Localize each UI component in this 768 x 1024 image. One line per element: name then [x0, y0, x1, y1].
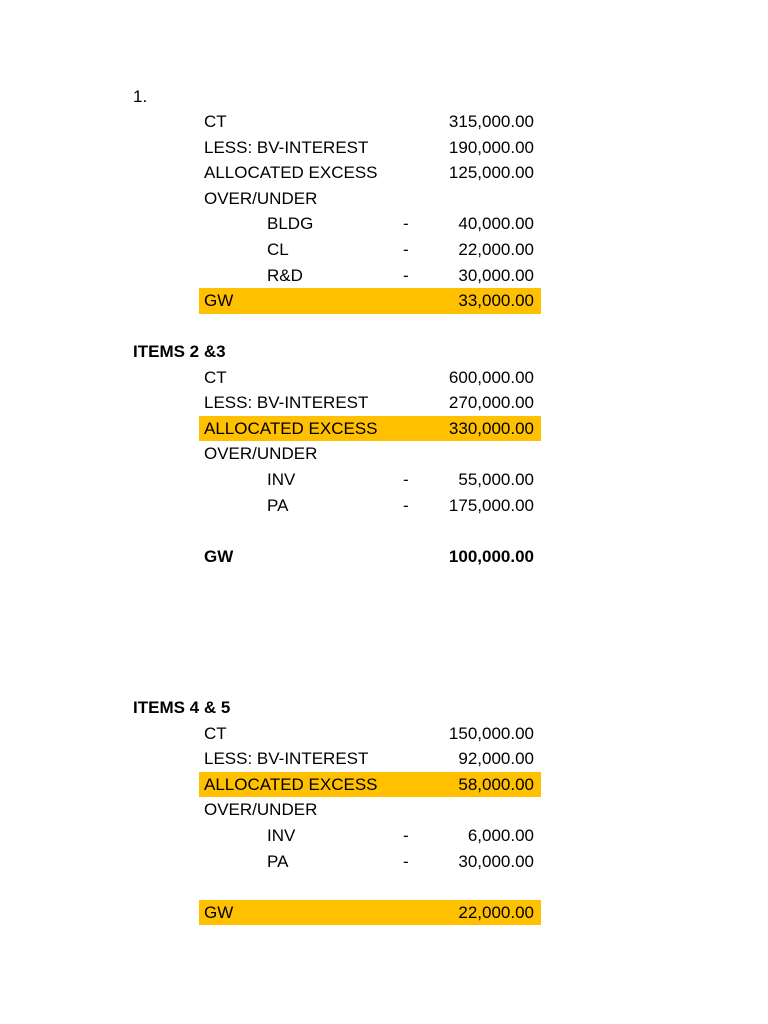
section-3-row-gw — [199, 900, 541, 926]
section-3-title: ITEMS 4 & 5 — [133, 698, 231, 717]
section-3-row-less-bv-interest — [199, 746, 541, 772]
row-value: 58,000.00 — [458, 774, 534, 794]
row-label: LESS: BV-INTEREST — [204, 393, 369, 413]
section-3-row-inv — [199, 823, 541, 849]
row-value: 330,000.00 — [448, 418, 534, 438]
section-3-row-over-under — [199, 797, 541, 823]
row-dash: - — [403, 265, 409, 285]
row-value: 150,000.00 — [448, 723, 534, 743]
row-dash: - — [403, 470, 409, 489]
row-label: OVER/UNDER — [204, 188, 318, 208]
row-value: 92,000.00 — [458, 749, 534, 769]
row-label: INV — [267, 470, 296, 489]
row-dash: - — [403, 214, 409, 234]
row-value: 33,000.00 — [458, 291, 534, 311]
row-value: 100,000.00 — [448, 546, 534, 566]
row-dash: - — [403, 495, 409, 515]
row-label: ALLOCATED EXCESS — [204, 774, 378, 794]
section-1-row-cl — [199, 237, 541, 263]
row-label: ALLOCATED EXCESS — [204, 163, 378, 183]
row-value: 175,000.00 — [448, 495, 534, 515]
section-3-row-ct — [199, 721, 541, 747]
row-label: GW — [204, 546, 234, 566]
section-1-row-over-under — [199, 186, 541, 212]
row-dash: - — [403, 240, 409, 259]
section-2-row-over-under — [199, 441, 541, 467]
row-label: LESS: BV-INTEREST — [204, 749, 369, 769]
section-2-row-gw — [199, 544, 541, 570]
section-1-row-less-bv-interest — [199, 135, 541, 161]
section-1-row-gw — [199, 288, 541, 314]
row-label: OVER/UNDER — [204, 800, 318, 820]
row-value: 315,000.00 — [448, 112, 534, 131]
row-value: 30,000.00 — [458, 851, 534, 871]
row-label: CT — [204, 367, 227, 387]
row-value: 22,000.00 — [458, 902, 534, 922]
row-value: 270,000.00 — [448, 393, 534, 413]
row-label: R&D — [267, 265, 303, 285]
section-3-row-pa — [199, 849, 541, 875]
section-2-row-allocated-excess — [199, 416, 541, 442]
row-label: OVER/UNDER — [204, 444, 318, 464]
row-label: LESS: BV-INTEREST — [204, 137, 369, 157]
section-3-row-allocated-excess — [199, 772, 541, 798]
section-2-row-pa — [199, 493, 541, 519]
row-label: INV — [267, 826, 296, 845]
row-value: 125,000.00 — [448, 163, 534, 183]
section-1-title: 1. — [133, 87, 148, 106]
row-dash: - — [403, 851, 409, 871]
section-2-row-less-bv-interest — [199, 390, 541, 416]
section-2-row-inv — [199, 467, 541, 493]
row-label: GW — [204, 291, 234, 311]
row-label: CL — [267, 240, 289, 259]
row-value: 600,000.00 — [448, 367, 534, 387]
row-label: PA — [267, 495, 289, 515]
row-dash: - — [403, 826, 409, 845]
section-2-title: ITEMS 2 &3 — [133, 342, 226, 361]
section-1-row-allocated-excess — [199, 160, 541, 186]
row-value: 30,000.00 — [458, 265, 534, 285]
row-label: BLDG — [267, 214, 314, 234]
section-2-row-ct — [199, 365, 541, 391]
row-label: CT — [204, 723, 227, 743]
row-value: 40,000.00 — [458, 214, 534, 234]
row-value: 55,000.00 — [458, 470, 534, 489]
row-value: 6,000.00 — [467, 826, 534, 845]
section-1-row-bldg — [199, 211, 541, 237]
section-1-row-rd — [199, 263, 541, 289]
row-label: GW — [204, 902, 234, 922]
row-label: CT — [204, 112, 227, 131]
row-label: ALLOCATED EXCESS — [204, 418, 378, 438]
row-label: PA — [267, 851, 289, 871]
row-value: 190,000.00 — [448, 137, 534, 157]
row-value: 22,000.00 — [458, 240, 534, 259]
section-1-row-ct — [199, 109, 541, 135]
